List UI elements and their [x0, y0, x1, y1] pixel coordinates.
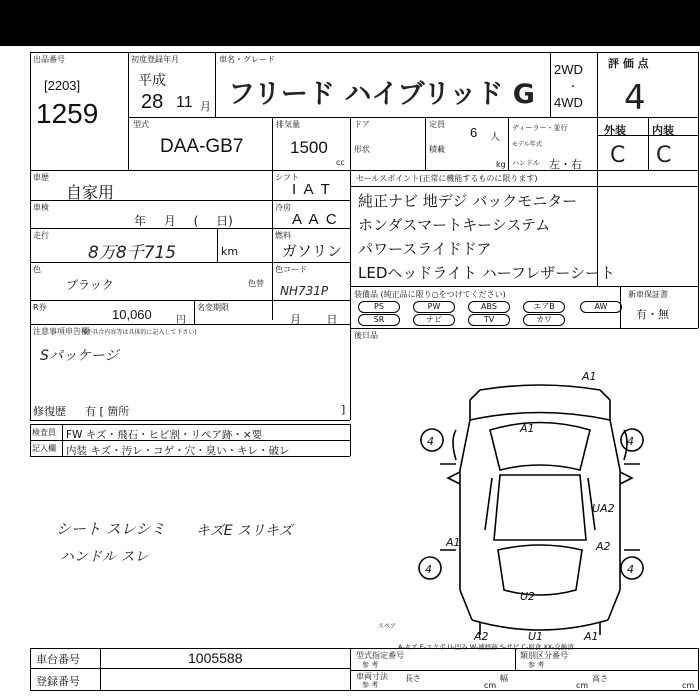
kg-unit: kg	[496, 160, 506, 169]
color-code-label: 色コード	[275, 265, 307, 274]
class-label: 類別区分番号	[520, 651, 568, 660]
name-change-label: 名変期限	[197, 303, 229, 312]
shift-label: シフト	[275, 173, 299, 182]
exterior-label: 外装	[604, 124, 626, 137]
lot-number: 1259	[36, 98, 99, 129]
warranty-value: 有・無	[636, 308, 669, 321]
mark-a1-left: A1	[446, 536, 461, 549]
dims-label: 車両寸法	[356, 672, 388, 681]
inspection-label: 車検	[33, 203, 49, 212]
shape-label: 形状	[354, 145, 370, 154]
handle-label: ハンドル	[512, 159, 540, 167]
mileage-value: 8万8千715	[88, 243, 177, 263]
inspection-value: 年 月 ( 日)	[134, 214, 233, 228]
recycle-value: 10,060	[112, 307, 152, 322]
handle-value: 左・右	[549, 158, 582, 171]
equipment-item: PS	[358, 301, 400, 313]
equipment-item: PW	[413, 301, 455, 313]
aircon-value: A A C	[292, 211, 339, 228]
notes-label: 注意事項申告欄	[33, 327, 89, 336]
color-label: 色	[33, 265, 41, 274]
inspector-label-1: 検査員	[32, 428, 56, 437]
name-change-value: 月 日	[290, 313, 338, 326]
mark-a1-front: A1	[582, 370, 597, 383]
equipment-item: ABS	[468, 301, 510, 313]
displacement-label: 排気量	[276, 120, 300, 129]
inspector-row-1: FW キズ・飛石・ヒビ割・リペア跡・×要	[66, 429, 263, 441]
equipment-item: TV	[468, 314, 510, 326]
lot-number-label: 出品番号	[33, 55, 65, 64]
chassis-value: 1005588	[188, 650, 243, 666]
car-damage-diagram	[400, 360, 700, 650]
length-label: 長さ	[405, 674, 421, 683]
month-unit: 月	[200, 100, 211, 113]
fuel-label: 燃料	[275, 231, 291, 240]
mark-a1-hood: A1	[520, 422, 535, 435]
displacement-value: 1500	[290, 138, 328, 157]
reference-label-1: 参 考	[362, 661, 379, 669]
top-black-bar	[0, 0, 700, 46]
model-label: 型式	[133, 120, 149, 129]
capacity-value: 6	[470, 125, 478, 140]
first-registration-label: 初度登録年月	[131, 55, 179, 64]
dealer-label: ディーラー・並行	[512, 124, 568, 132]
notes-sublabel: (不具合内容等は具体的に記入して下さい)	[84, 329, 197, 336]
color-change-label: 色替	[248, 279, 264, 288]
capacity-label: 定員	[429, 120, 445, 129]
drive-2wd: 2WD	[554, 62, 583, 77]
drive-separator: ・	[568, 82, 578, 93]
aircon-label: 冷房	[275, 203, 291, 212]
spare-label: スペア	[378, 623, 397, 630]
mark-a2-rear: A2	[474, 630, 489, 643]
registration-year: 28	[141, 91, 164, 113]
chassis-label: 車台番号	[36, 653, 80, 666]
model-year-label: モデル年式	[512, 141, 542, 148]
repair-value: 有 [ 箇所	[85, 405, 130, 418]
score-label: 評 価 点	[608, 57, 649, 70]
width-label: 幅	[500, 674, 508, 683]
shift-value: I A T	[292, 181, 332, 198]
note-line-2: ハンドル スレ	[60, 549, 149, 565]
color-code-value: NH731P	[280, 284, 329, 298]
equipment-item: AW	[580, 301, 622, 313]
history-label: 車歴	[33, 173, 49, 182]
model-designation-label: 型式指定番号	[356, 651, 404, 660]
mark-u2-rear: U2	[520, 590, 536, 603]
cm-unit-1: cm	[484, 681, 497, 690]
equipment-item: カワ	[523, 314, 565, 326]
inspector-label-2: 記入欄	[32, 444, 56, 453]
sales-point-line: 純正ナビ 地デジ バックモニター	[358, 192, 578, 210]
warranty-label: 新車保証書	[628, 290, 668, 299]
mark-u1-rear: U1	[528, 630, 544, 643]
equipment-item: エアB	[523, 301, 565, 313]
registration-month: 11	[176, 94, 193, 111]
repair-label: 修復歴	[33, 405, 66, 418]
sales-point-line: ホンダスマートキーシステム	[358, 216, 551, 234]
sales-points-label: セールスポイント(正常に機能するものに限ります)	[356, 174, 538, 183]
note-line-3: キズE スリキズ	[196, 523, 293, 539]
note-line-1: シート スレシミ	[56, 520, 166, 538]
lot-code: [2203]	[44, 78, 81, 93]
cm-unit-3: cm	[682, 681, 695, 690]
score-value: 4	[624, 78, 646, 118]
mark-4-front-left: 4	[427, 435, 434, 448]
model-code: DAA-GB7	[160, 136, 244, 157]
yen-unit: 円	[176, 315, 186, 326]
equipment-label: 装備品 (純正品に限り○をつけてください)	[354, 290, 506, 299]
registration-label: 登録番号	[36, 675, 80, 688]
height-label: 高さ	[592, 674, 608, 683]
color-value: ブラック	[66, 278, 114, 292]
car-name-label: 車名・グレード	[219, 55, 275, 64]
cc-unit: cc	[336, 158, 345, 167]
mark-4-front-right: 4	[627, 435, 634, 448]
equipment-item: ナビ	[413, 314, 455, 326]
reference-label-2: 参 考	[528, 661, 545, 669]
mark-4-rear-left: 4	[425, 563, 432, 576]
reference-label-3: 参 考	[362, 681, 379, 689]
mileage-label: 走行	[33, 231, 49, 240]
aftermarket-label: 後日品	[354, 331, 378, 340]
interior-label: 内装	[652, 124, 674, 137]
inspector-row-2: 内装 キズ・汚レ・コゲ・穴・臭い・キレ・破レ	[66, 445, 290, 457]
notes-value: Sパッケージ	[40, 348, 119, 364]
repair-close: ]	[341, 403, 346, 416]
cm-unit-2: cm	[576, 681, 589, 690]
mark-a2-right: A2	[596, 540, 611, 553]
interior-grade: C	[656, 143, 672, 168]
sales-point-line: パワースライドドア	[358, 240, 492, 258]
car-name: フリード ハイブリッド G	[228, 79, 535, 110]
recycle-label: R券	[33, 303, 47, 312]
era: 平成	[138, 73, 166, 89]
exterior-grade: C	[610, 143, 626, 168]
mark-a1-rear: A1	[584, 630, 599, 643]
drive-4wd: 4WD	[554, 95, 583, 110]
door-label: ドア	[354, 120, 370, 129]
sales-point-line: LEDヘッドライト ハーフレザーシート	[358, 264, 616, 282]
damage-legend: A-キズ E-エクボ U-凹み W-補修跡 S-サビ C-腐食 XX-交換済	[398, 643, 574, 651]
person-unit: 人	[490, 132, 500, 143]
km-unit: km	[221, 245, 239, 258]
history-value: 自家用	[66, 183, 115, 202]
equipment-item: SR	[358, 314, 400, 326]
fuel-value: ガソリン	[282, 242, 343, 260]
mark-4-rear-right: 4	[627, 563, 634, 576]
load-label: 積載	[429, 145, 445, 154]
mark-ua2-right: UA2	[592, 502, 615, 515]
